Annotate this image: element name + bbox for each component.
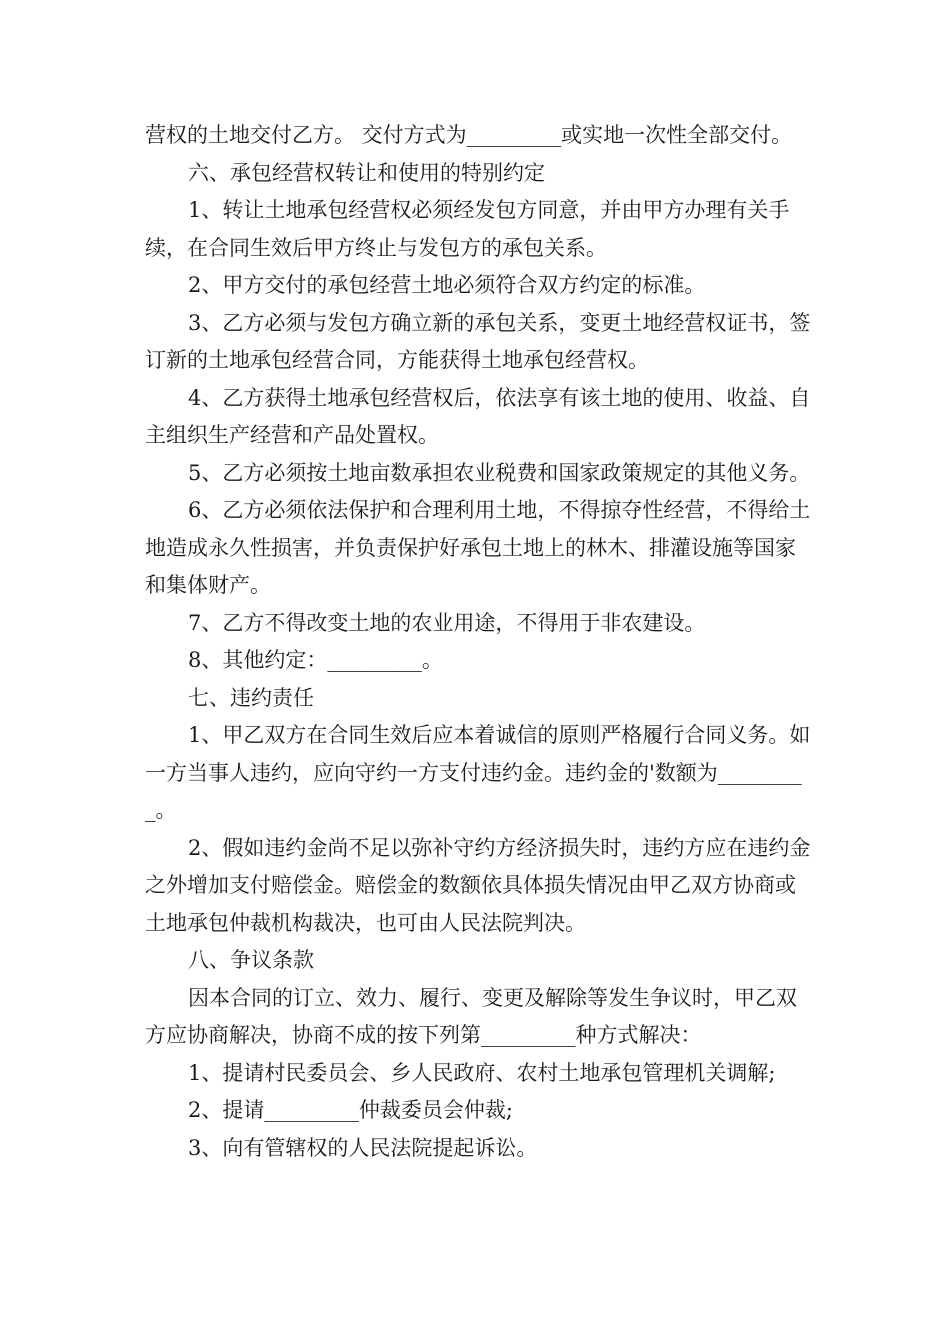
clause-6-4: 4、乙方获得土地承包经营权后，依法享有该土地的使用、收益、自主组织生产经营和产品处置权。	[145, 385, 811, 447]
clause-6-2: 2、甲方交付的承包经营土地必须符合双方约定的标准。	[188, 273, 706, 297]
clause-8-2: 2、提请_________仲裁委员会仲裁;	[188, 1098, 513, 1122]
document-body	[145, 117, 815, 1167]
clause-6-8: 8、其他约定：_________。	[188, 648, 443, 672]
section-heading-6: 六、承包经营权转让和使用的特别约定	[188, 160, 545, 185]
clause-6-3: 3、乙方必须与发包方确立新的承包关系，变更土地经营权证书，签订新的土地承包经营合同，方能获得土地承包经营权。	[145, 310, 811, 372]
clause-6-1: 1、转让土地承包经营权必须经发包方同意，并由甲方办理有关手续，在合同生效后甲方终止与发包方的承包关系。	[145, 198, 790, 260]
clause-8-intro: 因本合同的订立、效力、履行、变更及解除等发生争议时，甲乙双方应协商解决，协商不成的按下列第_________种方式解决：	[145, 985, 797, 1047]
clause-6-7: 7、乙方不得改变土地的农业用途，不得用于非农建设。	[188, 610, 706, 635]
clause-8-1: 1、提请村民委员会、乡人民政府、农村土地承包管理机关调解;	[188, 1060, 776, 1085]
clause-7-1: 1、甲乙双方在合同生效后应本着诚信的原则严格履行合同义务。如一方当事人违约，应向守约一方支付违约金。违约金的'数额为_________。	[145, 723, 811, 822]
paragraph-delivery-method: 营权的土地交付乙方。 交付方式为_________或实地一次性全部交付。	[145, 123, 793, 147]
section-heading-8: 八、争议条款	[188, 948, 314, 972]
section-heading-7: 七、违约责任	[188, 685, 314, 710]
clause-8-3: 3、向有管辖权的人民法院提起诉讼。	[188, 1135, 538, 1160]
clause-6-5: 5、乙方必须按土地亩数承担农业税费和国家政策规定的其他义务。	[188, 460, 811, 485]
clause-7-2: 2、假如违约金尚不足以弥补守约方经济损失时，违约方应在违约金之外增加支付赔偿金。赔偿金的数额依具体损失情况由甲乙双方协商或土地承包仲裁机构裁决，也可由人民法院判决。	[145, 835, 811, 935]
clause-6-6: 6、乙方必须依法保护和合理利用土地，不得掠夺性经营，不得给土地造成永久性损害，并负责保护好承包土地上的林木、排灌设施等国家和集体财产。	[145, 498, 811, 597]
